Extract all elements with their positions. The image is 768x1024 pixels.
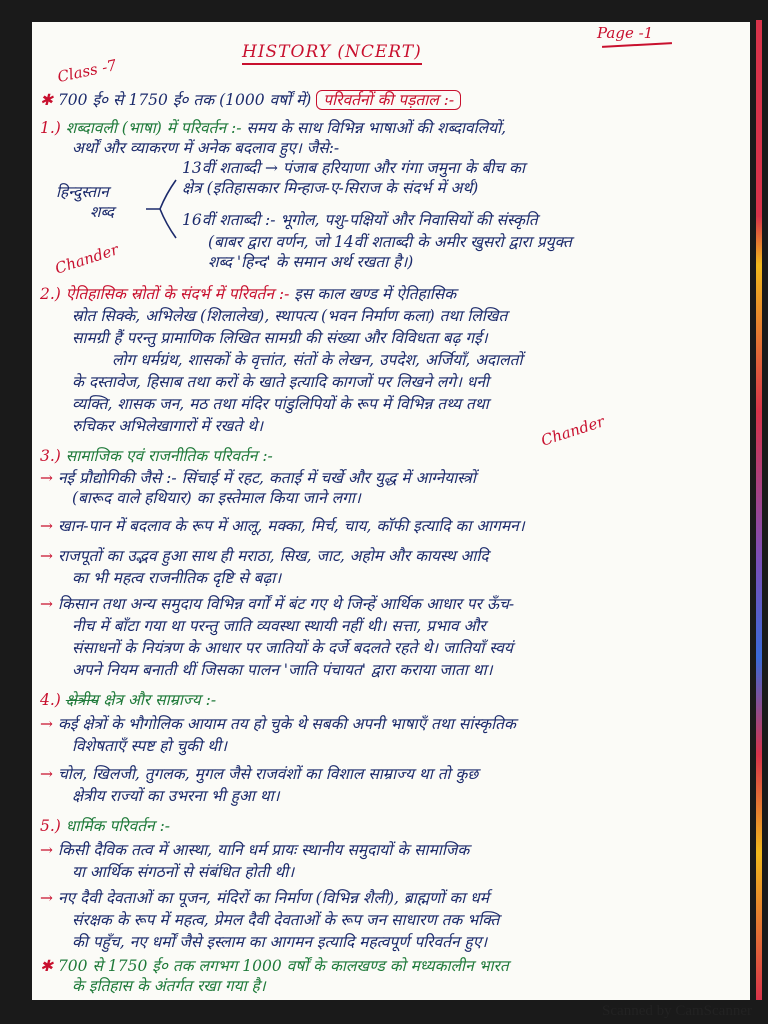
point-text: नए दैवी देवताओं का पूजन, मंदिरों का निर्माण (विभिन्न शैली), ब्राह्मणों का धर्म [57, 889, 489, 907]
star-marker: ✱ [40, 91, 53, 109]
scanner-watermark: Scanned by CamScanner [602, 1003, 752, 1019]
point-text: चोल, खिलजी, तुगलक, मुगल जैसे राजवंशों का विशाल साम्राज्य था तो कुछ [57, 765, 479, 783]
meaning-13th-line-1: 13वीं शताब्दी → पंजाब हरियाणा और गंगा जमुना के बीच का [182, 159, 525, 177]
page-number-underline [602, 42, 672, 48]
arrow-icon: → [40, 469, 53, 487]
section-number: 4.) [40, 691, 61, 709]
section-heading: सामाजिक एवं राजनीतिक परिवर्तन :- [65, 447, 273, 465]
class-label: Class -7 [55, 55, 119, 87]
section-heading: धार्मिक परिवर्तन :- [65, 817, 171, 835]
s4-point-1-line-1 [40, 714, 516, 734]
intro-line [40, 90, 461, 110]
s5-point-1-line-1 [40, 840, 469, 860]
arrow-icon: → [40, 889, 53, 907]
section-text: समय के साथ विभिन्न भाषाओं की शब्दावलियों, [246, 119, 507, 137]
section-2-line-2: स्रोत सिक्के, अभिलेख (शिलालेख), स्थापत्य (भवन निर्माण कला) तथा लिखित [72, 307, 508, 325]
arrow-icon: → [40, 517, 53, 535]
arrow-icon: → [40, 547, 53, 565]
section-2-line-6: व्यक्ति, शासक जन, मठ तथा मंदिर पांडुलिपियों के रूप में विभिन्न तथ्य तथा [72, 395, 489, 413]
notebook-page [32, 22, 750, 1000]
s3-point-4-line-3: संसाधनों के नियंत्रण के आधार पर जातियों के दर्जे बदलते रहते थे। जातियाँ स्वयं [72, 639, 513, 657]
point-text: कई क्षेत्रों के भौगोलिक आयाम तय हो चुके थे सबकी अपनी भाषाएँ तथा सांस्कृतिक [57, 715, 516, 733]
point-text: खान-पान में बदलाव के रूप में आलू, मक्का, मिर्च, चाय, कॉफी इत्यादि का आगमन। [57, 517, 525, 535]
section-number: 2.) [40, 285, 61, 303]
closing-line-2: के इतिहास के अंतर्गत रखा गया है। [72, 977, 266, 995]
star-marker: ✱ [40, 957, 53, 975]
section-text: इस काल खण्ड में ऐतिहासिक [294, 285, 457, 303]
s3-point-2-line-1 [40, 516, 525, 536]
section-2-line-5: के दस्तावेज, हिसाब तथा करों के खाते इत्यादि कागजों पर लिखने लगे। धनी [72, 373, 489, 391]
section-4-heading-line [40, 690, 216, 710]
s3-point-3-line-1 [40, 546, 489, 566]
section-2-line-7: रुचिकर अभिलेखागारों में रखते थे। [72, 417, 264, 435]
section-number: 1.) [40, 119, 61, 137]
point-text: किसान तथा अन्य समुदाय विभिन्न वर्गों में बंट गए थे जिन्हें आर्थिक आधार पर ऊँच- [57, 595, 515, 613]
meaning-13th-line-2: क्षेत्र (इतिहासकार मिन्हाज-ए-सिराज के संदर्भ में अर्थ) [182, 179, 479, 197]
section-2-line-1 [40, 284, 456, 304]
arrow-icon: → [40, 841, 53, 859]
s4-point-2-line-1 [40, 764, 478, 784]
intro-boxed-heading: परिवर्तनों की पड़ताल :- [316, 90, 461, 110]
page-title: HISTORY (NCERT) [242, 42, 422, 65]
s3-point-4-line-2: नीच में बाँटा गया था परन्तु जाति व्यवस्था स्थायी नहीं थी। सत्ता, प्रभाव और [72, 617, 486, 635]
s4-point-2-line-2: क्षेत्रीय राज्यों का उभरना भी हुआ था। [72, 787, 280, 805]
point-text: राजपूतों का उद्भव हुआ साथ ही मराठा, सिख, जाट, अहोम और कायस्थ आदि [57, 547, 489, 565]
s3-point-3-line-2: का भी महत्व राजनीतिक दृष्टि से बढ़ा। [72, 569, 282, 587]
intro-text: 700 ई० से 1750 ई० तक (1000 वर्षों में) [57, 91, 312, 109]
signature: Chander [52, 240, 121, 278]
binder-color-strip [756, 20, 762, 1000]
s3-point-4-line-1 [40, 594, 514, 614]
section-1-line-1 [40, 118, 506, 138]
signature: Chander [538, 412, 607, 450]
s5-point-2-line-1 [40, 888, 489, 908]
struck-word: क्षेत्रीय [65, 691, 99, 709]
point-text: किसी दैविक तत्व में आस्था, यानि धर्म प्रायः स्थानीय समुदायों के सामाजिक [57, 841, 470, 859]
arrow-icon: → [40, 765, 53, 783]
s3-point-1-line-2: (बारूद वाले हथियार) का इस्तेमाल किया जाने लगा। [72, 489, 361, 507]
point-text: नई प्रौद्योगिकी जैसे :- सिंचाई में रहट, कताई में चर्खे और युद्ध में आग्नेयास्त्रों [57, 469, 476, 487]
s3-point-1-line-1 [40, 468, 476, 488]
s5-point-2-line-3: की पहुँच, नए धर्मों जैसे इस्लाम का आगमन इत्यादि महत्वपूर्ण परिवर्तन हुए। [72, 933, 488, 951]
section-heading: ऐतिहासिक स्रोतों के संदर्भ में परिवर्तन :- [65, 285, 290, 303]
shabd-label: शब्द [90, 203, 114, 221]
section-heading: क्षेत्र और साम्राज्य :- [103, 691, 217, 709]
section-3-heading-line [40, 446, 273, 466]
brace-icon [142, 174, 178, 244]
s3-point-4-line-4: अपने नियम बनाती थीं जिसका पालन 'जाति पंचायत' द्वारा कराया जाता था। [72, 661, 493, 679]
arrow-icon: → [40, 715, 53, 733]
section-1-line-2: अर्थों और व्याकरण में अनेक बदलाव हुए। जैसे:- [72, 139, 340, 157]
s5-point-1-line-2: या आर्थिक संगठनों से संबंधित होती थी। [72, 863, 295, 881]
section-5-heading-line [40, 816, 170, 836]
section-2-line-4: लोग धर्मग्रंथ, शासकों के वृत्तांत, संतों के लेखन, उपदेश, अर्जियाँ, अदालतों [112, 351, 523, 369]
page-number: Page -1 [597, 24, 654, 42]
hindustan-label: हिन्दुस्तान [56, 183, 109, 201]
s4-point-1-line-2: विशेषताएँ स्पष्ट हो चुकी थी। [72, 737, 227, 755]
closing-line-1 [40, 956, 509, 976]
section-number: 3.) [40, 447, 61, 465]
section-number: 5.) [40, 817, 61, 835]
section-heading: शब्दावली (भाषा) में परिवर्तन :- [65, 119, 242, 137]
section-2-line-3: सामग्री हैं परन्तु प्रामाणिक लिखित सामग्री की संख्या और विविधता बढ़ गई। [72, 329, 488, 347]
meaning-16th-line-2: (बाबर द्वारा वर्णन, जो 14वीं शताब्दी के अमीर खुसरो द्वारा प्रयुक्त [208, 233, 572, 251]
arrow-icon: → [40, 595, 53, 613]
s5-point-2-line-2: संरक्षक के रूप में महत्व, प्रेमल दैवी देवताओं के रूप जन साधारण तक भक्ति [72, 911, 500, 929]
closing-text: 700 से 1750 ई० तक लगभग 1000 वर्षों के कालखण्ड को मध्यकालीन भारत [57, 957, 509, 975]
meaning-16th-line-3: शब्द 'हिन्द' के समान अर्थ रखता है।) [208, 253, 414, 271]
meaning-16th-line-1: 16वीं शताब्दी :- भूगोल, पशु-पक्षियों और निवासियों की संस्कृति [182, 211, 538, 229]
